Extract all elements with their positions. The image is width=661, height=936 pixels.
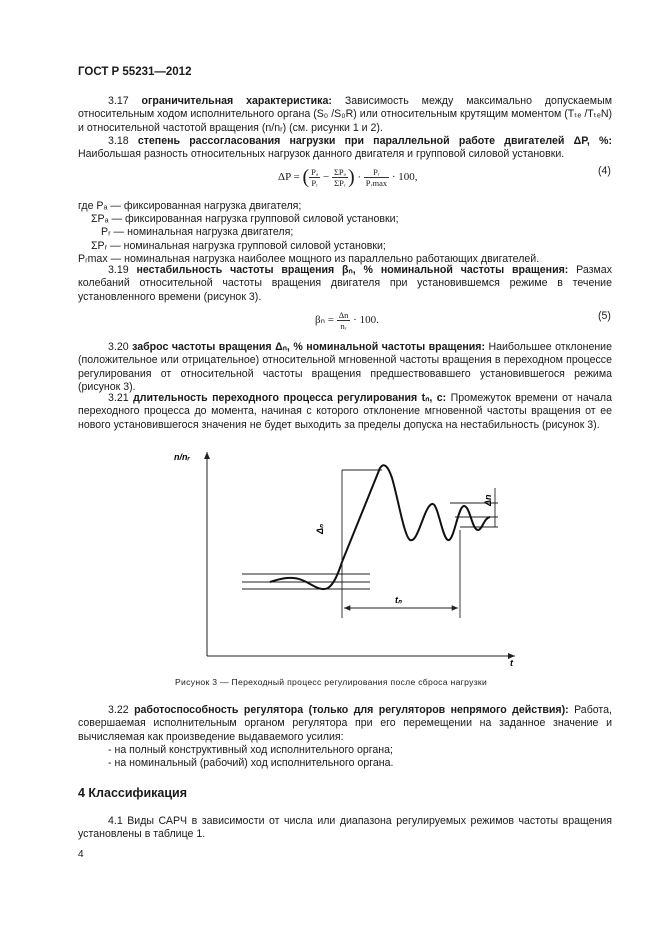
definition-row: ΣPᵣ — номинальная нагрузка групповой силовой установки; bbox=[91, 239, 386, 252]
fraction-pa-pr: $\frac{\text{Pₐ}}{\text{Pᵣ}}$ bbox=[311, 167, 319, 188]
definition-row: ΣPₐ — фиксированная нагрузка групповой силовой установки; bbox=[91, 213, 399, 226]
definition-row: Pᵣ — номинальная нагрузка двигателя; bbox=[101, 226, 294, 239]
definition-text: Наибольшее отклонение (положительное или отрицательное) относительной мгновенной частоты вращения в переходном процессе регулирования от относительной частоты вращения предшествовавшего установившегося режима (рисунок 3). bbox=[78, 341, 612, 394]
transient-curve bbox=[270, 465, 490, 589]
paragraph-3-22 bbox=[78, 704, 612, 744]
definition-row: где Pₐ — фиксированная нагрузка двигателя; bbox=[78, 200, 302, 212]
document-header: ГОСТ Р 55231—2012 bbox=[78, 66, 192, 78]
list-item: - на номинальный (рабочий) ход исполнительного органа. bbox=[108, 757, 394, 770]
fraction-dn-nr: $\frac{\Delta n}{\text{nᵣ}}$ bbox=[338, 310, 349, 331]
equation-tail: · 100, bbox=[391, 171, 418, 184]
multiplication-dot: · bbox=[357, 171, 362, 184]
paragraph-3-21 bbox=[78, 392, 612, 432]
paragraph-4-1 bbox=[78, 815, 612, 842]
clause-number: 3.20 bbox=[108, 341, 129, 353]
definitions-list bbox=[78, 200, 539, 266]
equation-5 bbox=[315, 310, 379, 331]
clause-number: 3.21 bbox=[108, 392, 129, 404]
instability-label: Δn bbox=[483, 494, 493, 506]
clause-number: 3.22 bbox=[108, 704, 129, 716]
section-heading: 4 Классификация bbox=[78, 786, 188, 800]
figure-3-transient-diagram bbox=[170, 448, 530, 670]
equation-tail: · 100. bbox=[353, 314, 379, 327]
definition-text: Наибольшая разность относительных нагрузок данного двигателя и групповой силовой установки. bbox=[78, 148, 565, 161]
clause-number: 3.19 bbox=[108, 264, 129, 276]
page-number: 4 bbox=[78, 849, 84, 860]
paragraph-3-17 bbox=[78, 95, 612, 135]
fraction-pr-prmax: $\frac{\text{Pᵣ}}{\text{Pᵣmax}}$ bbox=[365, 167, 388, 188]
paragraph-3-20 bbox=[78, 341, 612, 395]
bullet-list bbox=[108, 744, 393, 771]
equation-number-4: (4) bbox=[598, 165, 611, 177]
overshoot-label: Δₙ bbox=[315, 524, 325, 534]
paragraph-text: Виды САРЧ в зависимости от числа или диапазона регулируемых режимов частоты вращения установлены в таблице 1. bbox=[78, 815, 612, 841]
equation-number-5: (5) bbox=[598, 310, 611, 322]
left-paren: ( bbox=[302, 166, 310, 188]
paragraph-3-19 bbox=[78, 264, 612, 304]
term: заброс частоты вращения Δₙ, % номинальной частоты вращения: bbox=[132, 341, 485, 353]
term: нестабильность частоты вращения βₙ, % номинальной частоты вращения: bbox=[136, 264, 569, 276]
tp-label: tₙ bbox=[395, 595, 402, 605]
figure-caption: Рисунок 3 — Переходный процесс регулирования после сброса нагрузки bbox=[175, 677, 488, 687]
right-paren: ) bbox=[347, 166, 355, 188]
fraction-spa-spr: $\frac{\text{ΣPₐ}}{\text{ΣPᵣ}}$ bbox=[333, 167, 346, 188]
y-axis-label: n/nᵣ bbox=[174, 452, 191, 462]
minus-sign: − bbox=[322, 171, 330, 184]
paragraph-3-18 bbox=[78, 135, 612, 162]
equation-lhs: ΔP = bbox=[278, 171, 300, 184]
term: длительность переходного процесса регулирования tₙ, с: bbox=[133, 392, 447, 404]
x-axis-label: t bbox=[510, 658, 513, 668]
definition-text: Размах колебаний относительной частоты вращения двигателя при установившемся режиме в течение установленного времени (рисунок 3). bbox=[78, 264, 612, 303]
definition-text: Промежуток времени от начала переходного процесса до момента, начиная с которого отклонение мгновенной частоты вращения от ее нового установившегося значения не будет выходить за пределы допуска на нестабильность (рисунок 3). bbox=[78, 392, 612, 431]
clause-number: 3.17 bbox=[108, 95, 129, 107]
list-item: - на полный конструктивный ход исполнительного органа; bbox=[108, 744, 393, 756]
clause-number: 3.18 bbox=[108, 135, 129, 147]
term: ограничительная характеристика: bbox=[141, 95, 332, 107]
clause-number: 4.1 bbox=[108, 815, 123, 827]
definition-text: Зависимость между максимально допускаемым относительным ходом исполнительного органа (S₀ /S₀R) или относительным крутящим моментом (Tₜₑ /TₜₑN) и относительной частотой вращения (n/nᵣ) (см. рисунки 1 и 2). bbox=[78, 95, 612, 134]
equation-4 bbox=[278, 166, 418, 189]
definition-text: Работа, совершаемая исполнительным органом регулятора при его перемещении на заданное значение и вычисляемая как произведение выдаваемого усилия: bbox=[78, 704, 612, 743]
equation-lhs: βₙ = bbox=[315, 314, 334, 327]
term: степень рассогласования нагрузки при параллельной работе двигателей ΔP, %: bbox=[137, 135, 612, 147]
term: работоспособность регулятора (только для регуляторов непрямого действия): bbox=[134, 704, 569, 716]
definition-row: Pᵣmax — номинальная нагрузка наиболее мощного из параллельно работающих двигателей. bbox=[78, 252, 540, 265]
